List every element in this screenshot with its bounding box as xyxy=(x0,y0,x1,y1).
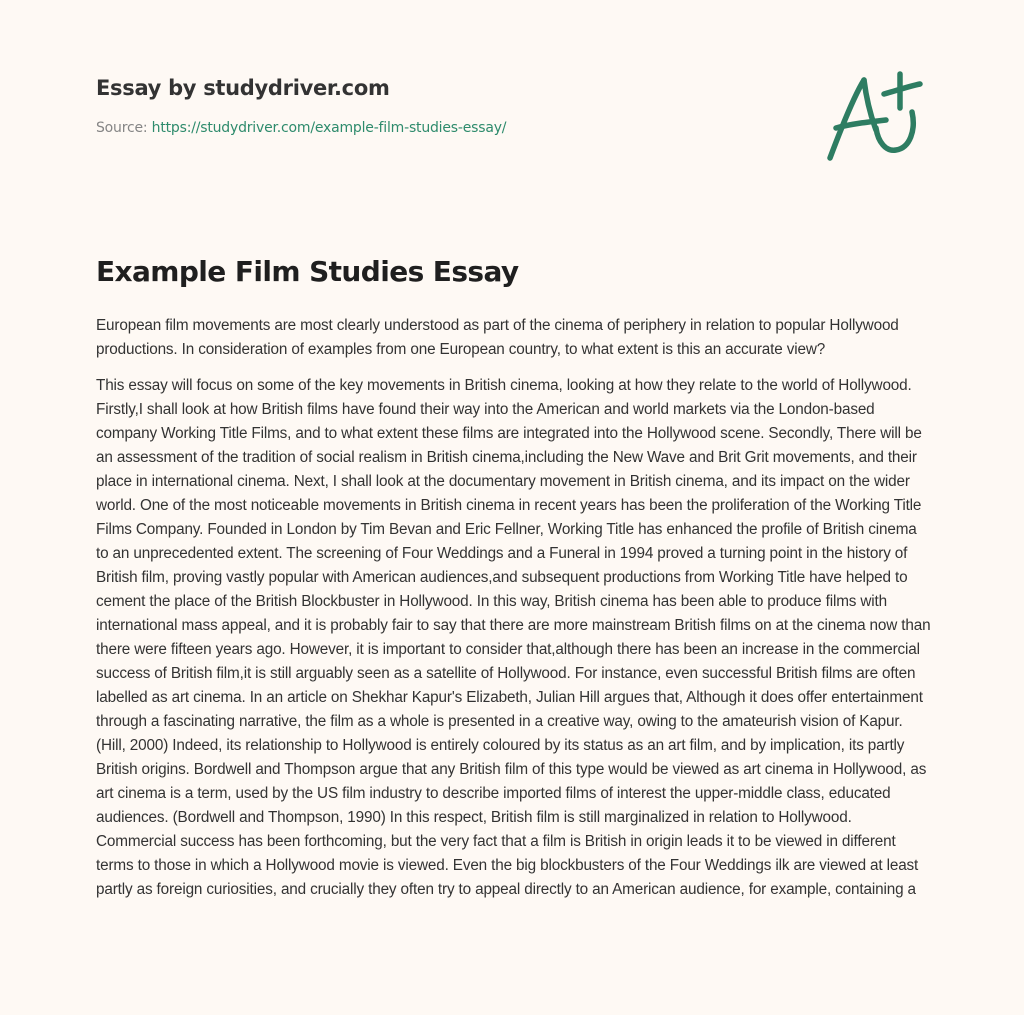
essay-content xyxy=(96,314,932,914)
source-label: Source: xyxy=(96,120,152,136)
essay-prompt-paragraph: European film movements are most clearly understood as part of the cinema of periphery in relation to popular Hollywood productions. In consideration of examples from one European country, to what extent is this an accurate view? xyxy=(96,317,899,358)
site-title: Essay by studydriver.com xyxy=(96,76,390,100)
a-plus-grade-icon xyxy=(820,66,930,166)
source-line xyxy=(96,120,796,136)
essay-title: Example Film Studies Essay xyxy=(96,255,519,288)
essay-body-paragraph: This essay will focus on some of the key movements in British cinema, looking at how they relate to the world of Hollywood. Firstly,I shall look at how British films have found their way into the American and world markets via the London-based company Working Title Films, and to what extent these films are integrated into the Hollywood scene. Secondly, There will be an assessment of the tradition of social realism in British cinema,including the New Wave and Brit Grit movements, and their place in international cinema. Next, I shall look at the documentary movement in British cinema, and its impact on the wider world. One of the most noticeable movements in British cinema in recent years has been the proliferation of the Working Title Films Company. Founded in London by Tim Bevan and Eric Fellner, Working Title has enhanced the profile of British cinema to an unprecedented extent. The screening of Four Weddings and a Funeral in 1994 proved a turning point in the history of British film, proving vastly popular with American audiences,and subsequent productions from Working Title have helped to cement the place of the British Blockbuster in Hollywood. In this way, British cinema has been able to produce films with international mass appeal, and it is probably fair to say that there are more mainstream British films on at the cinema now than there were fifteen years ago. However, it is important to consider that,although there has been an increase in the commercial success of British film,it is still arguably seen as a satellite of Hollywood. For instance, even successful British films are often labelled as art cinema. In an article on Shekhar Kapur's Elizabeth, Julian Hill argues that, Although it does offer entertainment through a fascinating narrative, the film as a whole is presented in a creative way, owing to the amateurish vision of Kapur. (Hill, 2000) Indeed, its relationship to Hollywood is entirely coloured by its status as an art film, and by implication, its partly British origins. Bordwell and Thompson argue that any British film of this type would be viewed as art cinema in Hollywood, as art cinema is a term, used by the US film industry to describe imported films of interest the upper-middle class, educated audiences. (Bordwell and Thompson, 1990) In this respect, British film is still marginalized in relation to Hollywood. Commercial success has been forthcoming, but the very fact that a film is British in origin leads it to be viewed in different terms to those in which a Hollywood movie is viewed. Even the big blockbusters of the Four Weddings ilk are viewed at least partly as foreign curiosities, and crucially they often try to appeal directly to an American audience, for example, containing a xyxy=(96,377,931,898)
site-header xyxy=(96,76,796,136)
source-link[interactable]: https://studydriver.com/example-film-studies-essay/ xyxy=(151,120,507,136)
